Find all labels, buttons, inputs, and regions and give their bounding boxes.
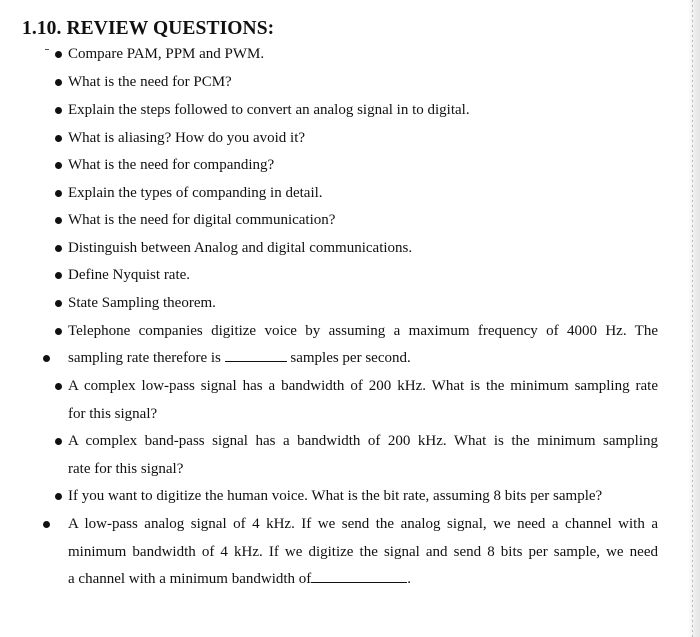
bullet-icon (43, 355, 50, 362)
list-item (68, 345, 668, 373)
list-item (68, 69, 668, 97)
question-text-line: A complex low-pass signal has a bandwidth of 200 kHz. What is the minimum sampling rate (68, 378, 658, 394)
list-item (68, 97, 668, 125)
question-text: What is the need for companding? (68, 157, 275, 173)
question-text-line: for this signal? (68, 405, 158, 422)
bullet-icon (55, 245, 62, 252)
bullet-icon (55, 217, 62, 224)
question-text: State Sampling theorem. (68, 295, 216, 311)
question-text: What is the need for PCM? (68, 74, 232, 90)
list-item (68, 41, 668, 69)
question-text: What is aliasing? How do you avoid it? (68, 130, 306, 146)
list-item (68, 180, 668, 208)
page-edge-decoration (688, 0, 700, 637)
stray-mark (45, 49, 49, 50)
section-heading: 1.10. REVIEW QUESTIONS: (22, 18, 275, 39)
question-text: Explain the steps followed to convert an analog signal in to digital. (68, 102, 470, 118)
bullet-icon (55, 272, 62, 279)
bullet-icon (55, 190, 62, 197)
question-text: Compare PAM, PPM and PWM. (68, 46, 265, 62)
question-text-after-blank: samples per second. (290, 350, 411, 366)
question-text-after-blank: . (407, 571, 412, 587)
question-text: Telephone companies digitize voice by assuming a maximum frequency of 4000 Hz. The (68, 323, 658, 339)
question-text: Distinguish between Analog and digital communications. (68, 240, 413, 256)
question-text: What is the need for digital communication? (68, 212, 336, 228)
list-item (68, 152, 668, 180)
question-text-line: rate for this signal? (68, 460, 184, 477)
bullet-icon (55, 162, 62, 169)
question-text-line: minimum bandwidth of 4 kHz. If we digitize the signal and send 8 bits per sample, we need (68, 543, 658, 560)
question-text-line: A complex band-pass signal has a bandwidth of 200 kHz. What is the minimum sampling (68, 433, 658, 449)
answer-blank (311, 566, 407, 583)
bullet-icon (55, 79, 62, 86)
bullet-icon (55, 383, 62, 390)
bullet-icon (55, 328, 62, 335)
question-text-line: A low-pass analog signal of 4 kHz. If we send the analog signal, we need a channel with a (68, 516, 658, 532)
list-item (68, 235, 668, 263)
bullet-icon (55, 107, 62, 114)
bullet-icon (55, 493, 62, 500)
bullet-icon (55, 51, 62, 58)
bullet-icon (55, 135, 62, 142)
question-text: If you want to digitize the human voice. What is the bit rate, assuming 8 bits per sample? (68, 488, 603, 504)
list-item (68, 511, 658, 594)
question-text-before-blank: a channel with a minimum bandwidth of (68, 571, 312, 587)
list-item (68, 262, 668, 290)
question-text-before-blank: sampling rate therefore is (68, 350, 221, 366)
question-text: Define Nyquist rate. (68, 267, 191, 283)
bullet-icon (43, 521, 50, 528)
list-item (68, 318, 658, 346)
list-item (68, 207, 668, 235)
question-text-line (68, 566, 658, 594)
bullet-icon (55, 300, 62, 307)
list-item (68, 428, 658, 483)
list-item (68, 290, 668, 318)
answer-blank (225, 345, 287, 362)
bullet-icon (55, 438, 62, 445)
list-item (68, 125, 668, 153)
question-text (68, 345, 668, 373)
question-text: Explain the types of companding in detail. (68, 185, 323, 201)
list-item (68, 373, 658, 428)
list-item (68, 483, 668, 511)
